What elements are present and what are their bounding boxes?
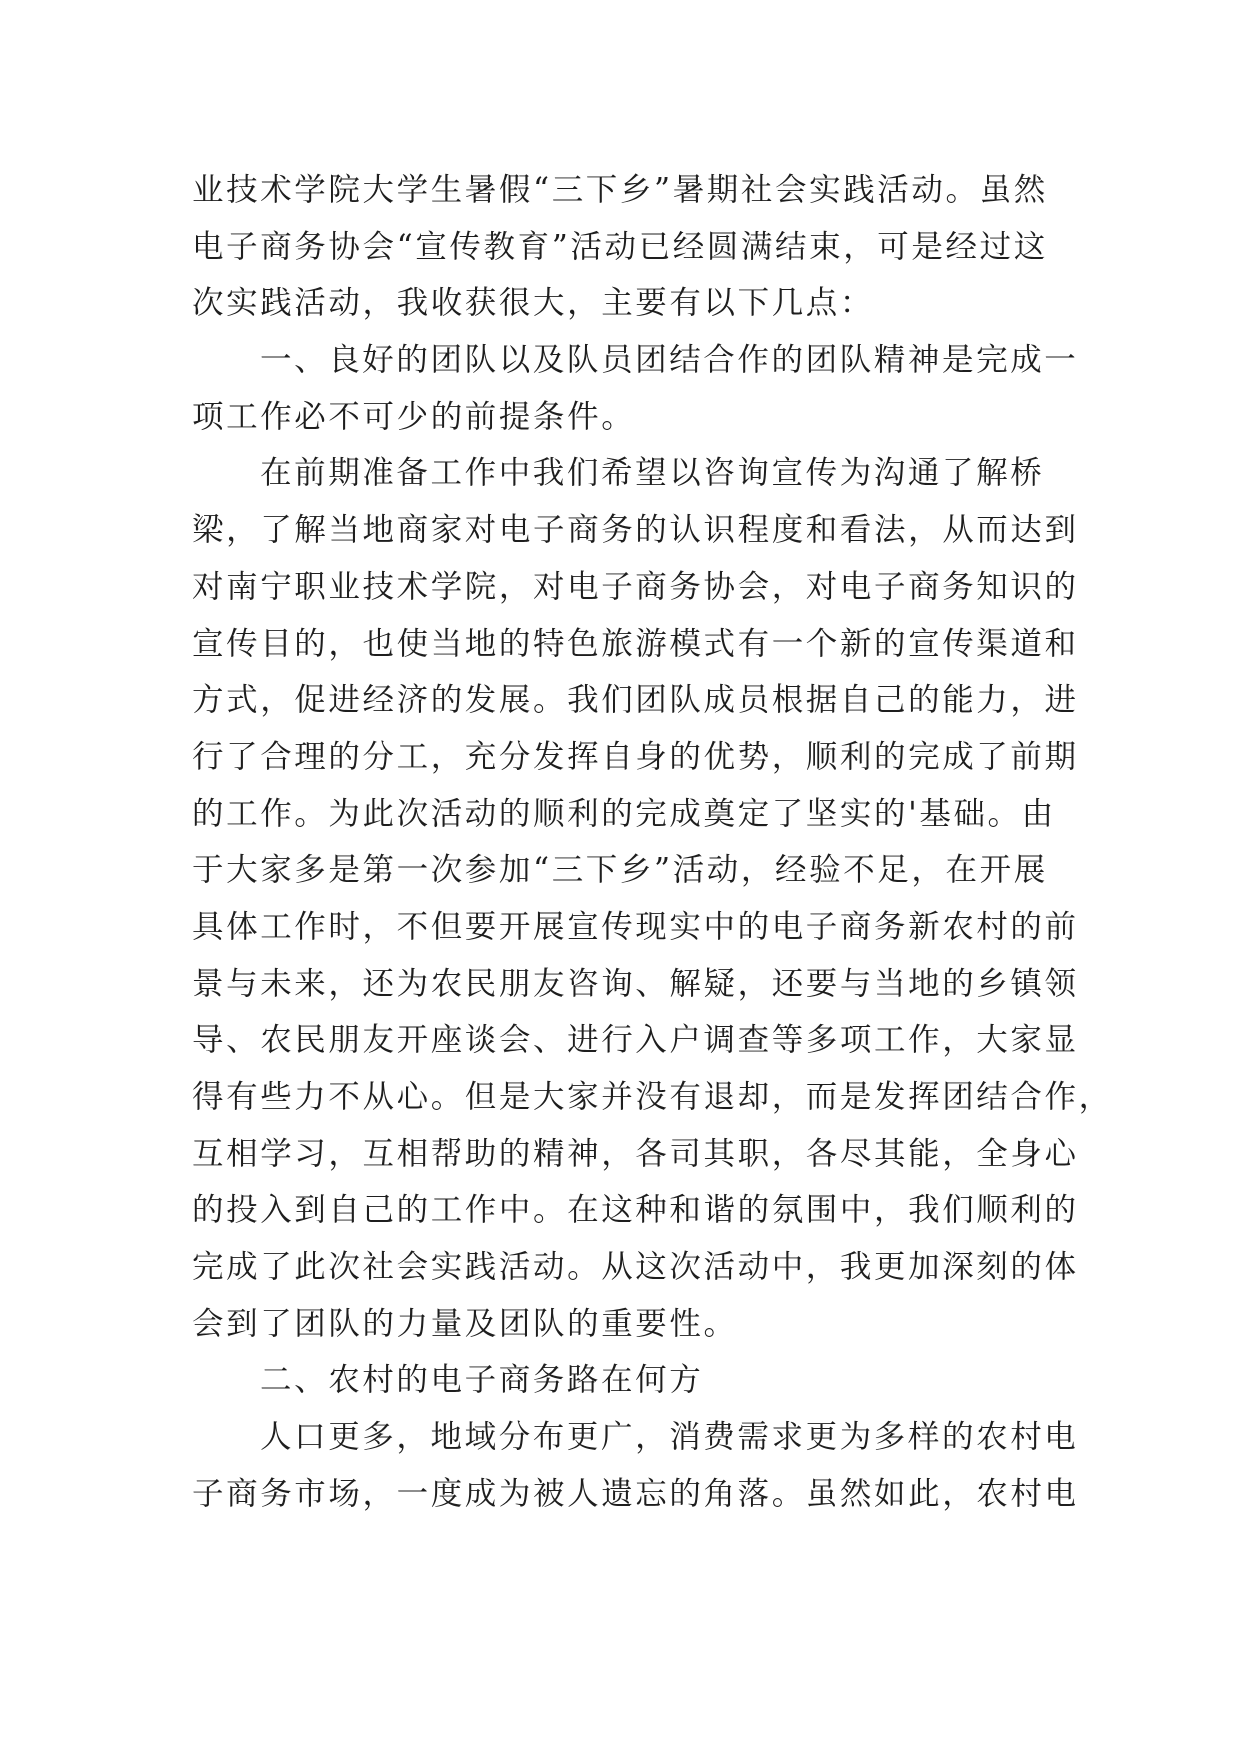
paragraph-start: 人口更多，地域分布更广，消费需求更为多样的农村电 [260,1419,1079,1456]
text-line: 子商务市场，一度成为被人遗忘的角落。虽然如此，农村电 [192,1475,1079,1512]
text-line: 互相学习，互相帮助的精神，各司其职，各尽其能，全身心 [192,1135,1079,1172]
document-body [192,162,1113,1523]
text-line: 电子商务协会“宣传教育”活动已经圆满结束，可是经过这 [192,228,1048,265]
text-line: 梁，了解当地商家对电子商务的认识程度和看法，从而达到 [192,512,1079,549]
text-line: 导、农民朋友开座谈会、进行入户调查等多项工作，大家显 [192,1022,1079,1059]
text-line: 对南宁职业技术学院，对电子商务协会，对电子商务知识的 [192,568,1079,605]
section-heading-1: 一、良好的团队以及队员团结合作的团队精神是完成一 [260,342,1079,379]
text-line: 项工作必不可少的前提条件。 [192,398,636,435]
text-line: 方式，促进经济的发展。我们团队成员根据自己的能力，进 [192,682,1079,719]
text-line: 次实践活动，我收获很大，主要有以下几点： [192,285,875,322]
section-heading-2: 二、农村的电子商务路在何方 [260,1362,704,1399]
text-line: 具体工作时，不但要开展宣传现实中的电子商务新农村的前 [192,908,1079,945]
text-line: 的工作。为此次活动的顺利的完成奠定了坚实的'基础。由 [192,795,1056,832]
text-line: 景与未来，还为农民朋友咨询、解疑，还要与当地的乡镇领 [192,965,1079,1002]
text-line: 业技术学院大学生暑假“三下乡”暑期社会实践活动。虽然 [192,172,1048,208]
text-line: 行了合理的分工，充分发挥自身的优势，顺利的完成了前期 [192,738,1079,775]
text-line: 宣传目的，也使当地的特色旅游模式有一个新的宣传渠道和 [192,625,1079,662]
paragraph-start: 在前期准备工作中我们希望以咨询宣传为沟通了解桥 [260,455,1045,492]
text-line: 完成了此次社会实践活动。从这次活动中，我更加深刻的体 [192,1249,1079,1286]
text-line: 会到了团队的力量及团队的重要性。 [192,1305,738,1342]
text-line: 得有些力不从心。但是大家并没有退却，而是发挥团结合作， [192,1079,1113,1115]
text-line: 于大家多是第一次参加“三下乡”活动，经验不足，在开展 [192,852,1048,889]
text-line: 的投入到自己的工作中。在这种和谐的氛围中，我们顺利的 [192,1192,1079,1229]
